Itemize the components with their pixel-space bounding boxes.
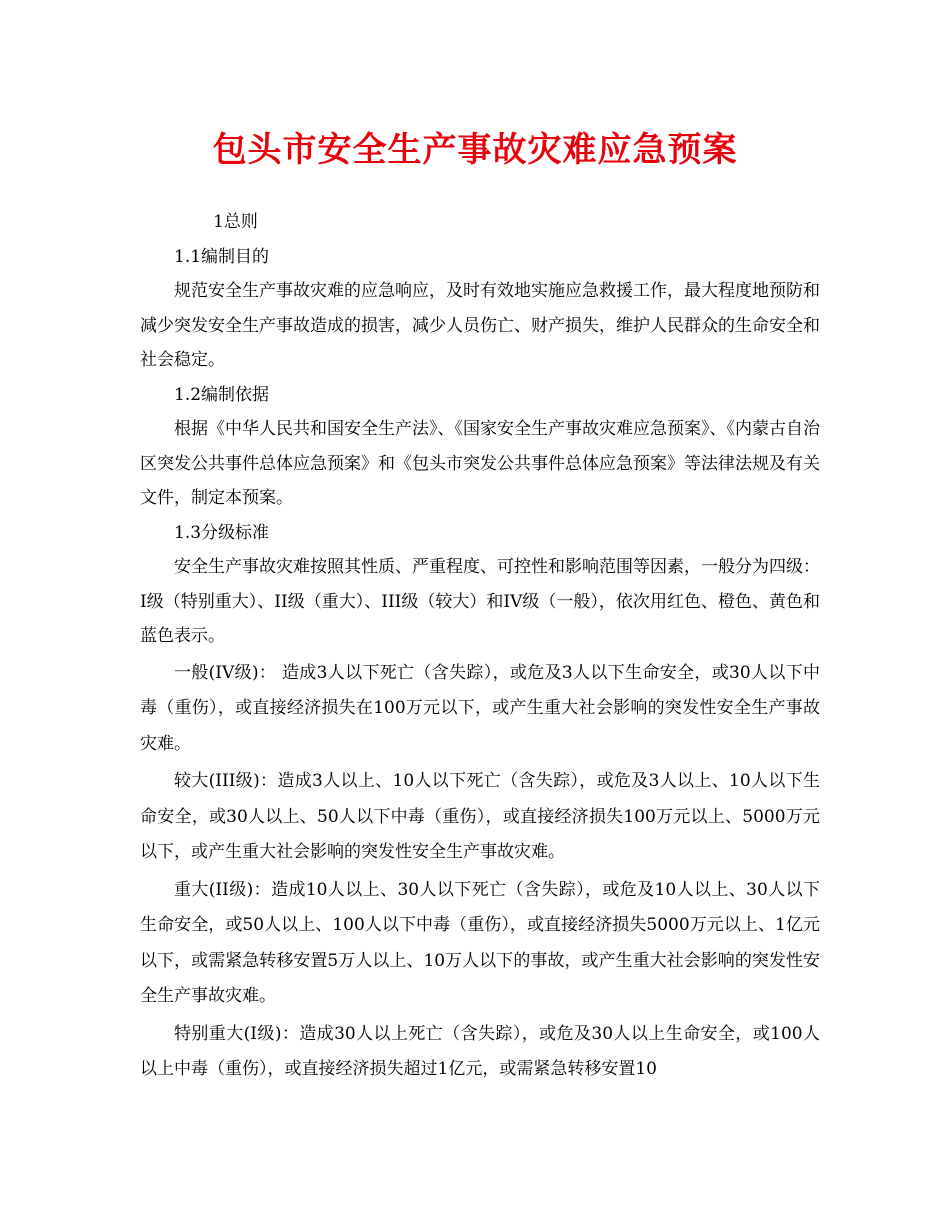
section-heading-general: 1总则 (213, 212, 258, 232)
paragraph-purpose: 规范安全生产事故灾难的应急响应，及时有效地实施应急救援工作，最大程度地预防和减少突发安全生产事故造成的损害，减少人员伤亡、财产损失，维护人民群众的生命安全和社会稳定。 (140, 281, 820, 370)
paragraph-grading: 安全生产事故灾难按照其性质、严重程度、可控性和影响范围等因素，一般分为四级：I级（特别重大）、II级（重大）、III级（较大）和IV级（一般），依次用红色、橙色、黄色和蓝色表示。 (140, 557, 820, 646)
section-heading-grading: 1.3分级标准 (174, 522, 270, 543)
paragraph-grade-i: 特别重大(I级)：造成30人以上死亡（含失踪），或危及30人以上生命安全，或100人以上中毒（重伤），或直接经济损失超过1亿元，或需紧急转移安置10 (140, 1023, 820, 1079)
paragraph-grade-iii: 较大(III级)：造成3人以上、10人以下死亡（含失踪），或危及3人以上、10人以下生命安全，或30人以上、50人以下中毒（重伤），或直接经济损失100万元以上、5000万元以下，或产生重大社会影响的突发性安全生产事故灾难。 (140, 771, 820, 862)
document-title: 包头市安全生产事故灾难应急预案 (212, 130, 738, 170)
paragraph-grade-ii: 重大(II级)：造成10人以上、30人以下死亡（含失踪），或危及10人以上、30人以下生命安全，或50人以上、100人以下中毒（重伤），或直接经济损失5000万元以上、1亿元以下，或需紧急转移安置5万人以上、10万人以下的事故，或产生重大社会影响的突发性安全生产事故灾难。 (140, 879, 820, 1006)
section-heading-purpose: 1.1编制目的 (174, 246, 270, 267)
paragraph-grade-iv: 一般(IV级)： 造成3人以下死亡（含失踪），或危及3人以下生命安全，或30人以下中毒（重伤），或直接经济损失在100万元以下，或产生重大社会影响的突发性安全生产事故灾难。 (140, 662, 820, 754)
document-body (140, 205, 820, 1088)
section-heading-basis: 1.2编制依据 (174, 384, 270, 405)
paragraph-basis: 根据《中华人民共和国安全生产法》、《国家安全生产事故灾难应急预案》、《内蒙古自治区突发公共事件总体应急预案》和《包头市突发公共事件总体应急预案》等法律法规及有关文件，制定本预案。 (140, 419, 820, 508)
